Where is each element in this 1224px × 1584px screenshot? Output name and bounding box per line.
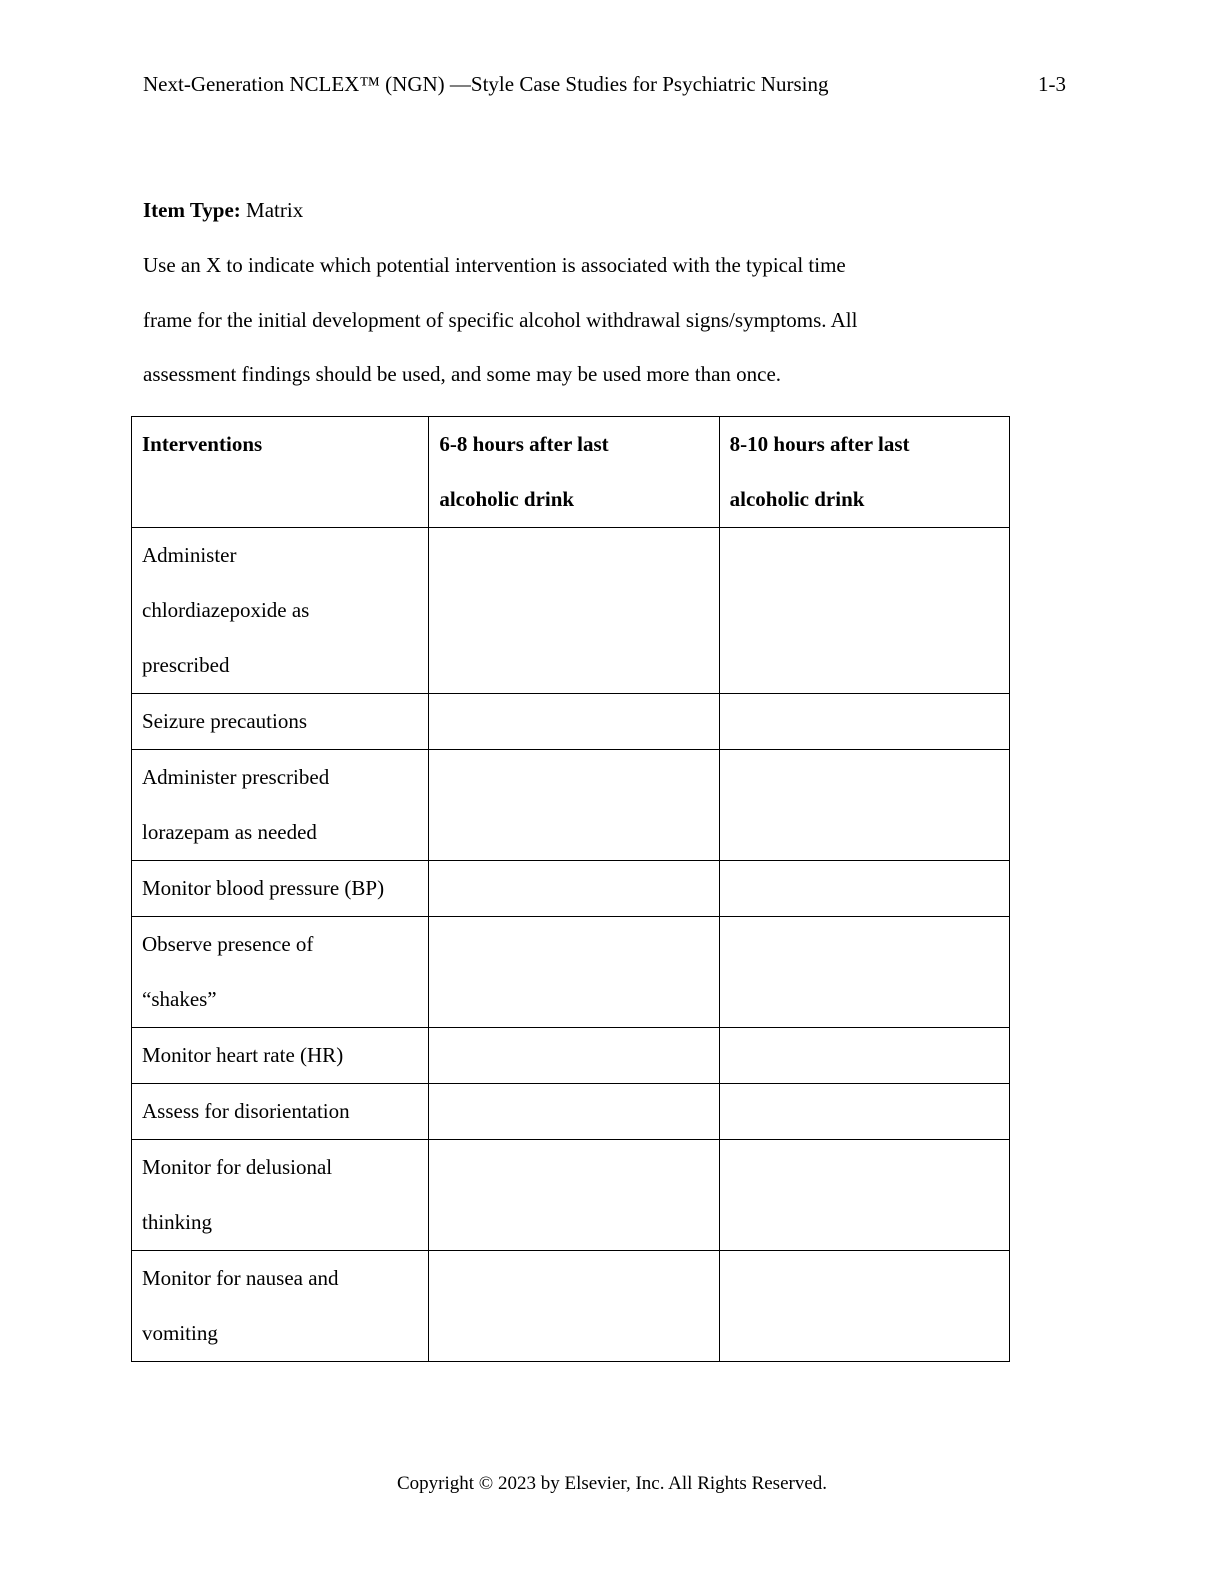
answer-cell-8-10-hours[interactable] <box>719 1251 1009 1362</box>
table-row <box>132 1140 1010 1251</box>
table-row <box>132 1028 1010 1084</box>
intervention-cell <box>132 1251 429 1362</box>
intervention-line: Monitor for nausea and <box>142 1266 339 1290</box>
intervention-cell <box>132 1084 429 1140</box>
instructions <box>143 238 983 402</box>
table-header-row <box>132 417 1010 528</box>
intervention-matrix-table <box>131 416 1010 1362</box>
answer-cell-6-8-hours[interactable] <box>429 528 719 694</box>
item-type <box>143 198 303 223</box>
intervention-cell <box>132 750 429 861</box>
intervention-line: Administer <box>142 543 237 567</box>
intervention-line: thinking <box>142 1210 213 1234</box>
intervention-line: “shakes” <box>142 987 217 1011</box>
answer-cell-8-10-hours[interactable] <box>719 861 1009 917</box>
table-row <box>132 528 1010 694</box>
answer-cell-6-8-hours[interactable] <box>429 694 719 750</box>
answer-cell-6-8-hours[interactable] <box>429 1084 719 1140</box>
intervention-cell <box>132 1140 429 1251</box>
intervention-line: Monitor blood pressure (BP) <box>142 876 385 900</box>
answer-cell-6-8-hours[interactable] <box>429 1140 719 1251</box>
answer-cell-8-10-hours[interactable] <box>719 528 1009 694</box>
table-row <box>132 1084 1010 1140</box>
intervention-line: Observe presence of <box>142 932 314 956</box>
table-row <box>132 694 1010 750</box>
column-header-6-8-hours <box>429 417 719 528</box>
answer-cell-6-8-hours[interactable] <box>429 750 719 861</box>
column-header-8-10-hours <box>719 417 1009 528</box>
intervention-line: prescribed <box>142 653 230 677</box>
column-header-interventions <box>132 417 429 528</box>
intervention-line: chlordiazepoxide as <box>142 598 310 622</box>
item-type-label: Item Type: <box>143 198 241 222</box>
intervention-cell <box>132 1028 429 1084</box>
instructions-line: frame for the initial development of specific alcohol withdrawal signs/symptoms. All <box>143 307 858 332</box>
intervention-line: Monitor for delusional <box>142 1155 333 1179</box>
answer-cell-8-10-hours[interactable] <box>719 1028 1009 1084</box>
table-row <box>132 750 1010 861</box>
intervention-line: Assess for disorientation <box>142 1099 350 1123</box>
intervention-line: Administer prescribed <box>142 765 330 789</box>
copyright-footer: Copyright © 2023 by Elsevier, Inc. All Rights Reserved. <box>396 1473 828 1494</box>
answer-cell-6-8-hours[interactable] <box>429 1028 719 1084</box>
running-header-title: Next-Generation NCLEX™ (NGN) —Style Case Studies for Psychiatric Nursing <box>143 72 829 96</box>
header-line: alcoholic drink <box>729 487 865 511</box>
intervention-cell <box>132 528 429 694</box>
intervention-line: lorazepam as needed <box>142 820 317 844</box>
instructions-line: assessment findings should be used, and some may be used more than once. <box>143 362 782 386</box>
answer-cell-6-8-hours[interactable] <box>429 917 719 1028</box>
table-row <box>132 1251 1010 1362</box>
instructions-line: Use an X to indicate which potential intervention is associated with the typical time <box>143 253 846 277</box>
header-line: Interventions <box>142 432 263 456</box>
answer-cell-8-10-hours[interactable] <box>719 750 1009 861</box>
answer-cell-8-10-hours[interactable] <box>719 917 1009 1028</box>
answer-cell-8-10-hours[interactable] <box>719 1140 1009 1251</box>
answer-cell-6-8-hours[interactable] <box>429 861 719 917</box>
item-type-value: Matrix <box>246 198 304 222</box>
intervention-line: Seizure precautions <box>142 709 308 733</box>
intervention-line: Monitor heart rate (HR) <box>142 1043 344 1067</box>
intervention-line: vomiting <box>142 1321 218 1345</box>
table-row <box>132 861 1010 917</box>
header-line: 8-10 hours after last <box>729 432 910 456</box>
intervention-cell <box>132 861 429 917</box>
page-number: 1-3 <box>1038 72 1066 96</box>
answer-cell-8-10-hours[interactable] <box>719 1084 1009 1140</box>
answer-cell-6-8-hours[interactable] <box>429 1251 719 1362</box>
header-line: 6-8 hours after last <box>439 432 609 456</box>
intervention-cell <box>132 917 429 1028</box>
intervention-cell <box>132 694 429 750</box>
header-line: alcoholic drink <box>439 487 575 511</box>
answer-cell-8-10-hours[interactable] <box>719 694 1009 750</box>
table-row <box>132 917 1010 1028</box>
